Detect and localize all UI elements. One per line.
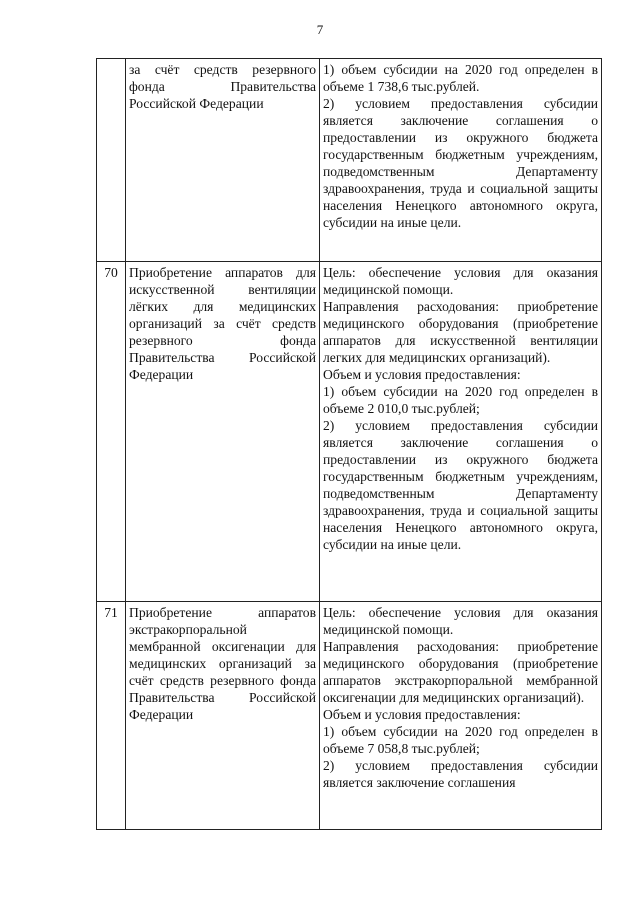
desc-paragraph: 1) объем субсидии на 2020 год определен в объеме 2 010,0 тыс.рублей;: [323, 384, 598, 416]
desc-paragraph: 2) условием предоставления субсидии является заключение соглашения: [323, 758, 598, 790]
desc-paragraph: 2) условием предоставления субсидии является заключение соглашения о предоставлении из окружного бюджета государственным бюджетным учреждениям, подведомственным Департаменту здравоохранения, труда и социальной защиты населения Ненецкого автономного округа, субсидии на иные цели.: [323, 96, 598, 230]
row-name-text: Приобретение аппаратов экстракорпоральной мембранной оксигенации для медицинских организаций за счёт средств резервного фонда Правительства Российской Федерации: [129, 605, 316, 722]
row-name-text: Приобретение аппаратов для искусственной вентиляции лёгких для медицинских организаций за счёт средств резервного фонда Правительства Российской Федерации: [129, 265, 316, 382]
row-description: [320, 59, 602, 262]
table-row: [97, 59, 602, 262]
row-name: [126, 59, 320, 262]
row-name: [126, 602, 320, 830]
subsidy-table: [96, 58, 602, 830]
table-row: [97, 262, 602, 602]
desc-paragraph: 1) объем субсидии на 2020 год определен в объеме 1 738,6 тыс.рублей.: [323, 62, 598, 94]
row-description: [320, 262, 602, 602]
desc-paragraph: 1) объем субсидии на 2020 год определен в объеме 7 058,8 тыс.рублей;: [323, 724, 598, 756]
table-row: [97, 602, 602, 830]
desc-paragraph: Цель: обеспечение условия для оказания медицинской помощи.: [323, 605, 598, 637]
row-name: [126, 262, 320, 602]
desc-paragraph: 2) условием предоставления субсидии является заключение соглашения о предоставлении из окружного бюджета государственным бюджетным учреждениям, подведомственным Департаменту здравоохранения, труда и социальной защиты населения Ненецкого автономного округа, субсидии на иные цели.: [323, 418, 598, 552]
row-number: 71: [97, 602, 126, 830]
desc-paragraph: Объем и условия предоставления:: [323, 367, 521, 382]
page-number: 7: [316, 22, 324, 37]
row-number: 70: [97, 262, 126, 602]
row-name-text: за счёт средств резервного фонда Правительства Российской Федерации: [129, 62, 316, 111]
desc-paragraph: Направления расходования: приобретение медицинского оборудования (приобретение аппаратов экстракорпоральной мембранной оксигенации для медицинских организаций).: [323, 639, 598, 705]
row-number: [97, 59, 126, 262]
desc-paragraph: Объем и условия предоставления:: [323, 707, 521, 722]
desc-paragraph: Цель: обеспечение условия для оказания медицинской помощи.: [323, 265, 598, 297]
desc-paragraph: Направления расходования: приобретение медицинского оборудования (приобретение аппаратов для искусственной вентиляции легких для медицинских организаций).: [323, 299, 598, 365]
row-description: [320, 602, 602, 830]
